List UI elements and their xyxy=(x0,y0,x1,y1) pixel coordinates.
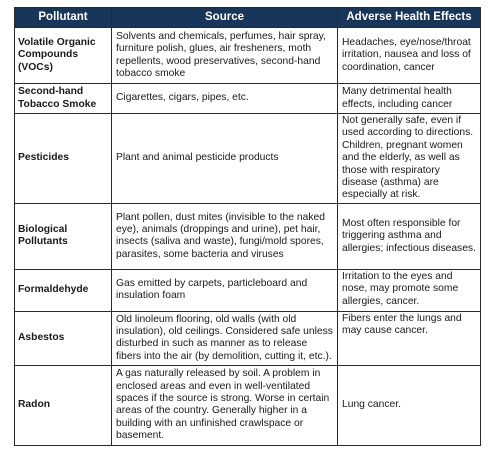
table-header-row xyxy=(15,8,481,28)
pollutant-cell: Pesticides xyxy=(15,114,112,204)
pollutant-cell: Volatile Organic Compounds (VOCs) xyxy=(15,28,112,84)
source-cell: Solvents and chemicals, perfumes, hair spray, furniture polish, glues, air fresheners, moth repellents, wood preservatives, second-hand tobacco smoke xyxy=(112,28,338,84)
table-row xyxy=(15,203,481,269)
header-pollutant: Pollutant xyxy=(15,8,112,28)
source-cell: A gas naturally released by soil. A problem in enclosed areas and even in well-ventilated spaces if the source is strong. Worse in certain areas of the country. Generally higher in a building with an unfinished crawlspace or basement. xyxy=(112,365,338,445)
effects-cell: Lung cancer. xyxy=(338,365,481,445)
pollutants-table xyxy=(14,7,481,446)
effects-cell: Headaches, eye/nose/throat irritation, nausea and loss of coordination, cancer xyxy=(338,28,481,84)
pollutant-cell: Radon xyxy=(15,365,112,445)
table-row xyxy=(15,365,481,445)
table-row xyxy=(15,114,481,204)
table-row xyxy=(15,311,481,365)
effects-cell: Most often responsible for triggering asthma and allergies; infectious diseases. xyxy=(338,203,481,269)
effects-cell: Many detrimental health effects, including cancer xyxy=(338,84,481,114)
source-cell: Gas emitted by carpets, particleboard and insulation foam xyxy=(112,269,338,311)
pollutant-cell: Second-hand Tobacco Smoke xyxy=(15,84,112,114)
source-cell: Old linoleum flooring, old walls (with old insulation), old ceilings. Considered safe unless disturbed in such as manner as to release fibers into the air (by demolition, cutting it, etc.). xyxy=(112,311,338,365)
pollutant-cell: Formaldehyde xyxy=(15,269,112,311)
table-row xyxy=(15,269,481,311)
table-row xyxy=(15,28,481,84)
header-source: Source xyxy=(112,8,338,28)
pollutant-cell: Asbestos xyxy=(15,311,112,365)
effects-cell: Fibers enter the lungs and may cause cancer. xyxy=(338,311,481,365)
header-adverse-health-effects: Adverse Health Effects xyxy=(338,8,481,28)
effects-cell: Not generally safe, even if used according to directions. Children, pregnant women and the elderly, as well as those with respiratory disease (asthma) are especially at risk. xyxy=(338,114,481,204)
table-row xyxy=(15,84,481,114)
source-cell: Plant and animal pesticide products xyxy=(112,114,338,204)
source-cell: Plant pollen, dust mites (invisible to the naked eye), animals (droppings and urine), pet hair, insects (saliva and waste), fungi/mold spores, parasites, some bacteria and viruses xyxy=(112,203,338,269)
source-cell: Cigarettes, cigars, pipes, etc. xyxy=(112,84,338,114)
pollutant-cell: Biological Pollutants xyxy=(15,203,112,269)
effects-cell: Irritation to the eyes and nose, may promote some allergies, cancer. xyxy=(338,269,481,311)
